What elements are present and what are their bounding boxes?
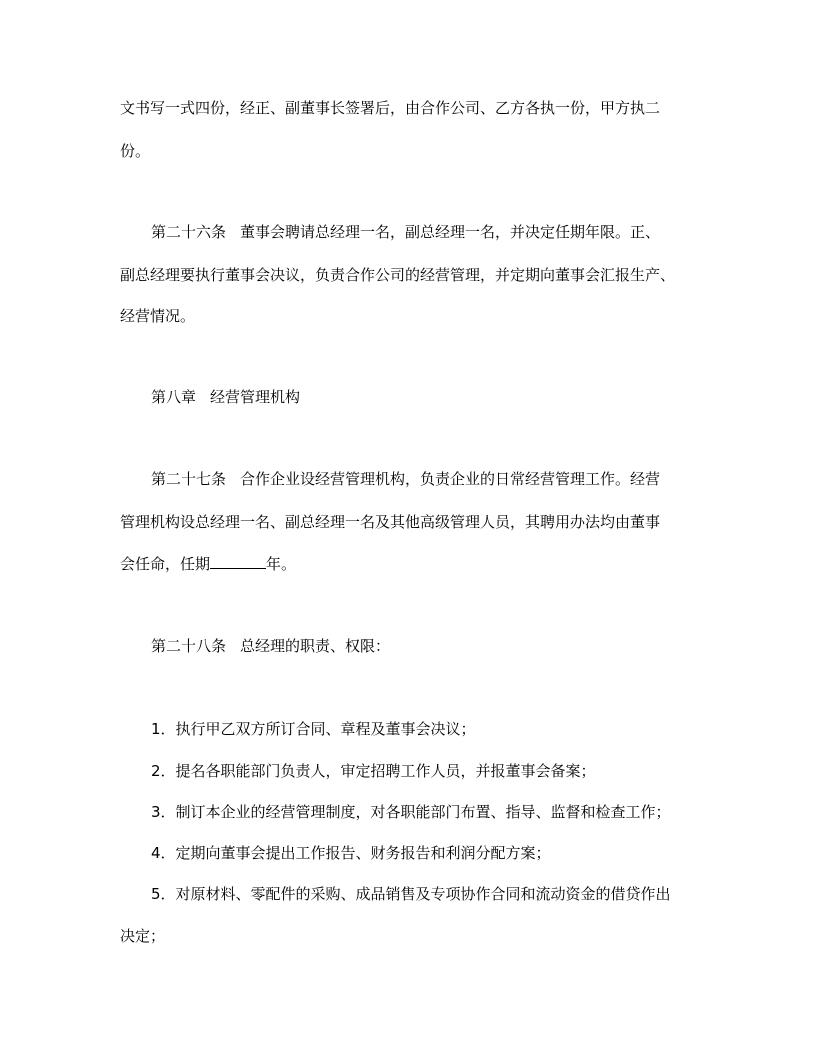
duty-item-3: 3．制订本企业的经营管理制度，对各职能部门布置、指导、监督和检查工作； <box>151 803 671 821</box>
article-27-line-3 <box>120 554 296 574</box>
article-28-heading <box>151 636 390 656</box>
duty-item-2: 2．提名各职能部门负责人，审定招聘工作人员，并报董事会备案； <box>151 762 596 780</box>
duty-item-4: 4．定期向董事会提出工作报告、财务报告和利润分配方案； <box>151 844 551 862</box>
article-27-line-2: 管理机构设总经理一名、副总经理一名及其他高级管理人员，其聘用办法均由董事 <box>120 513 661 531</box>
article-25-continuation-line-1: 文书写一式四份，经正、副董事长签署后，由合作公司、乙方各执一份，甲方执二 <box>120 99 661 117</box>
article-28-title: 总经理的职责、权限： <box>240 637 391 655</box>
chapter-8-heading <box>151 387 300 407</box>
term-blank <box>210 554 266 569</box>
article-28-label: 第二十八条 <box>151 637 227 655</box>
duty-item-1: 1．执行甲乙双方所订合同、章程及董事会决议； <box>151 720 476 738</box>
article-26-line-3: 经营情况。 <box>120 307 196 325</box>
article-27-line-1 <box>151 469 660 489</box>
article-26-text: 董事会聘请总经理一名，副总经理一名，并决定任期年限。正、 <box>240 223 661 241</box>
article-26-line-1 <box>151 222 660 242</box>
article-27-term-prefix: 会任命，任期 <box>120 555 211 573</box>
article-26-line-2: 副总经理要执行董事会决议，负责合作公司的经营管理，并定期向董事会汇报生产、 <box>120 266 676 284</box>
duty-item-5: 5．对原材料、零配件的采购、成品销售及专项协作合同和流动资金的借贷作出 <box>151 885 671 903</box>
duty-item-5-continuation: 决定； <box>120 927 166 945</box>
article-27-term-suffix: 年。 <box>266 555 297 573</box>
article-25-continuation-line-2: 份。 <box>120 142 151 160</box>
chapter-8-label: 第八章 <box>151 388 197 406</box>
article-27-text: 合作企业设经营管理机构，负责企业的日常经营管理工作。经营 <box>240 470 661 488</box>
article-26-label: 第二十六条 <box>151 223 227 241</box>
chapter-8-title: 经营管理机构 <box>210 388 301 406</box>
article-27-label: 第二十七条 <box>151 470 227 488</box>
